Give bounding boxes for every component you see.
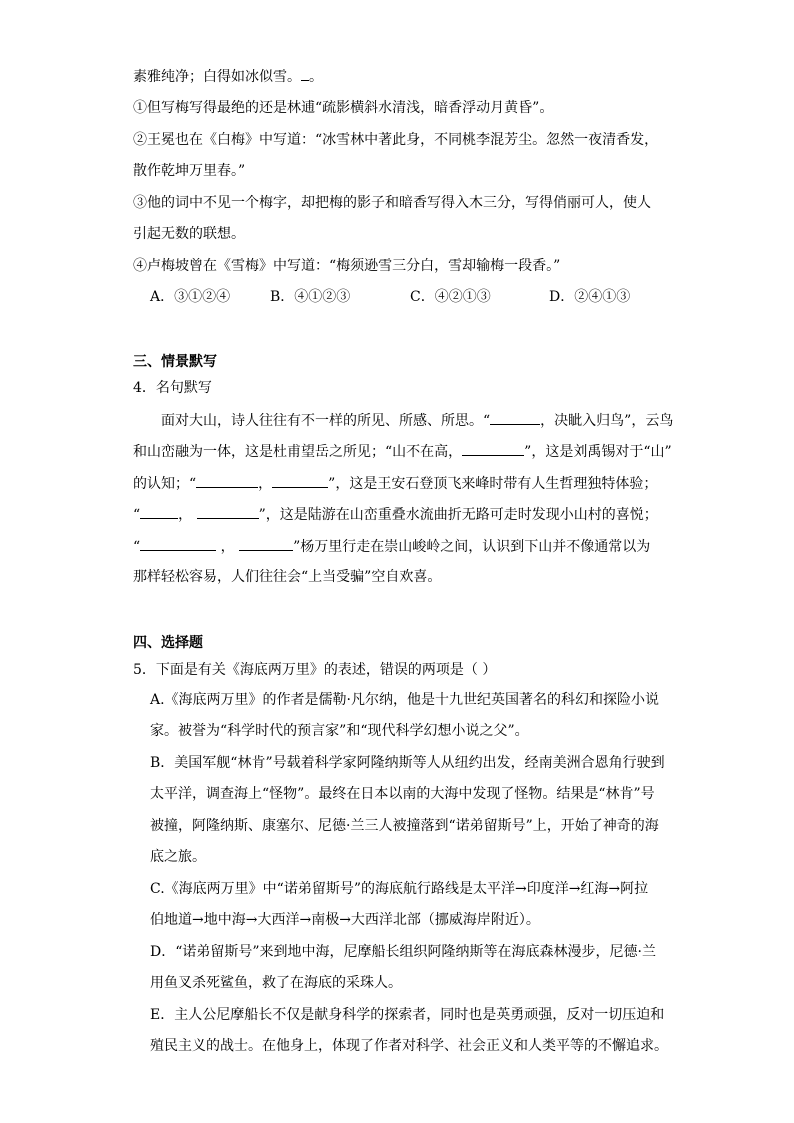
q3-sentence-2a: ②王冕也在《白梅》中写道：“冰雪林中著此身，不同桃李混芳尘。忽然一夜清香发， bbox=[133, 132, 659, 148]
q4-blank-4[interactable] bbox=[272, 473, 328, 488]
q4-title: 4．名句默写 bbox=[133, 380, 212, 396]
q4-l5b: ”杨万里行走在崇山峻岭之间，认识到下山并不像通常以为 bbox=[293, 539, 651, 555]
q4-blank-5[interactable] bbox=[140, 504, 178, 519]
q4-blank-1[interactable] bbox=[490, 410, 540, 425]
q4-l3a: 的认知；“ bbox=[133, 476, 197, 492]
q4-blank-7[interactable] bbox=[140, 536, 216, 551]
q3-blank bbox=[301, 66, 309, 81]
q5-option-a-line-2: 家。被誉为“科学时代的预言家”和“现代科学幻想小说之父”。 bbox=[150, 723, 529, 739]
q3-sentence-3b: 引起无数的联想。 bbox=[133, 226, 245, 242]
q4-blank-8[interactable] bbox=[239, 536, 293, 551]
q5-option-b-line-3: 被撞，阿隆纳斯、康塞尔、尼德·兰三人被撞落到“诺弟留斯号”上，开始了神奇的海 bbox=[150, 818, 659, 834]
q5-option-c-line-2: 伯地道→地中海→大西洋→南极→大西洋北部（挪威海岸附近）。 bbox=[150, 912, 540, 928]
q4-line-3 bbox=[133, 473, 657, 494]
q5-option-c-line-1: C.《海底两万里》中“诺弟留斯号”的海底航行路线是太平洋→印度洋→红海→阿拉 bbox=[150, 881, 649, 897]
q4-l4a: “ bbox=[133, 507, 141, 523]
q3-stem-end: 。 bbox=[309, 69, 323, 85]
q5-stem: 5．下面是有关《海底两万里》的表述，错误的两项是（ ） bbox=[133, 662, 497, 678]
q3-option-c: C．④②①③ bbox=[410, 289, 491, 305]
q5-option-b-line-4: 底之旅。 bbox=[150, 849, 206, 865]
section-4-heading: 四、选择题 bbox=[133, 635, 203, 651]
q4-line-4 bbox=[133, 504, 658, 525]
q4-line-1 bbox=[161, 410, 673, 431]
q5-option-a-line-1: A.《海底两万里》的作者是儒勒·凡尔纳，他是十九世纪英国著名的科幻和探险小说 bbox=[150, 692, 660, 708]
q4-l1a: 面对大山，诗人往往有不一样的所见、所感、所思。“ bbox=[161, 413, 491, 429]
q4-l1b: ，决眦入归鸟”，云鸟 bbox=[540, 413, 674, 429]
q3-stem-tail-text: 素雅纯净；白得如冰似雪。 bbox=[133, 69, 301, 85]
q4-comma-3: ， bbox=[216, 539, 240, 555]
q4-blank-2[interactable] bbox=[462, 441, 524, 456]
q3-sentence-1: ①但写梅写得最绝的还是林逋“疏影横斜水清浅，暗香浮动月黄昏”。 bbox=[133, 100, 554, 116]
q5-option-d-line-1: D．“诺弟留斯号”来到地中海，尼摩船长组织阿隆纳斯等在海底森林漫步，尼德·兰 bbox=[150, 944, 656, 960]
q4-blank-6[interactable] bbox=[197, 504, 259, 519]
q5-option-d-line-2: 用鱼叉杀死鲨鱼，救了在海底的采珠人。 bbox=[150, 975, 402, 991]
q4-l2a: 和山峦融为一体，这是杜甫望岳之所见；“山不在高， bbox=[133, 444, 463, 460]
q4-l4b: ”，这是陆游在山峦重叠水流曲折无路可走时发现小山村的喜悦； bbox=[258, 507, 658, 523]
section-3-heading: 三、情景默写 bbox=[133, 354, 217, 370]
q4-comma-1: ， bbox=[258, 476, 273, 492]
q3-option-d: D．②④①③ bbox=[549, 289, 631, 305]
q3-sentence-3a: ③他的词中不见一个梅字，却把梅的影子和暗香写得入木三分，写得俏丽可人，使人 bbox=[133, 195, 651, 211]
q3-stem-tail bbox=[133, 66, 323, 87]
q3-sentence-2b: 散作乾坤万里春。” bbox=[133, 163, 246, 179]
q3-option-a: A．③①②④ bbox=[150, 289, 231, 305]
q5-option-b-line-1: B．美国军舰“林肯”号载着科学家阿隆纳斯等人从纽约出发，经南美洲合恩角行驶到 bbox=[150, 755, 665, 771]
q3-sentence-4: ④卢梅坡曾在《雪梅》中写道：“梅须逊雪三分白，雪却输梅一段香。” bbox=[133, 258, 561, 274]
q4-l3b: ”，这是王安石登顶飞来峰时带有人生哲理独特体验； bbox=[328, 476, 658, 492]
q4-comma-2: ， bbox=[178, 507, 197, 523]
q3-option-b: B．④①②③ bbox=[270, 289, 351, 305]
q4-l2b: ”，这是刘禹锡对于“山” bbox=[524, 444, 672, 460]
q5-option-b-line-2: 太平洋，调查海上“怪物”。最终在日本以南的大海中发现了怪物。结果是“林肯”号 bbox=[150, 786, 655, 802]
q5-option-e-line-1: E．主人公尼摩船长不仅是献身科学的探索者，同时也是英勇顽强，反对一切压迫和 bbox=[150, 1007, 665, 1023]
q4-line-2 bbox=[133, 441, 672, 462]
q4-line-5 bbox=[133, 536, 650, 557]
q4-blank-3[interactable] bbox=[196, 473, 258, 488]
q4-line-6: 那样轻松容易，人们往往会“上当受骗”空自欢喜。 bbox=[133, 569, 442, 585]
q4-l5a: “ bbox=[133, 539, 141, 555]
q5-option-e-line-2: 殖民主义的战士。在他身上，体现了作者对科学、社会正义和人类平等的不懈追求。 bbox=[150, 1038, 668, 1054]
